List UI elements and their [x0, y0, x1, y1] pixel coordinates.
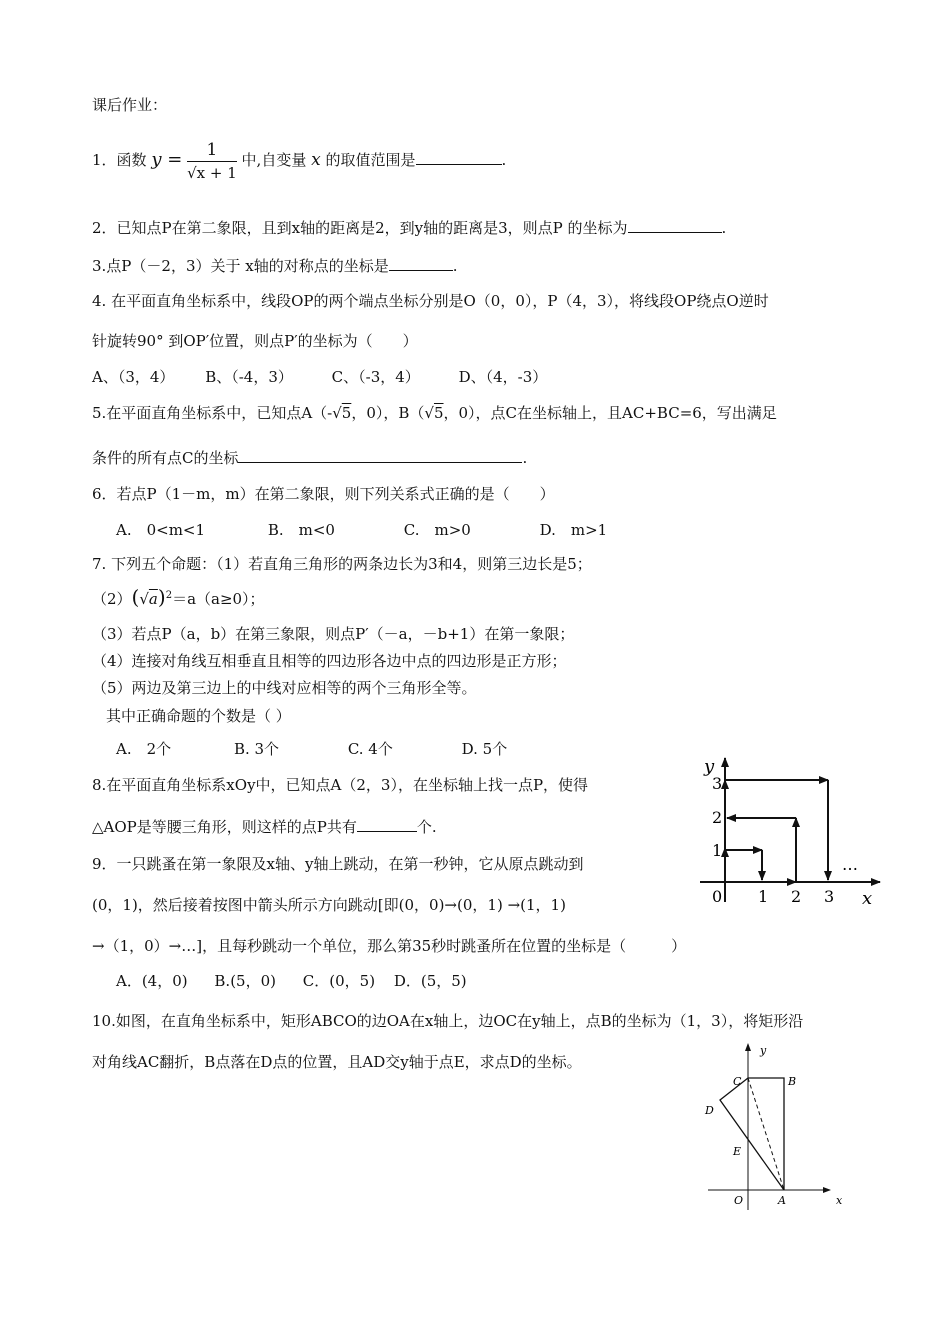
fig9-ytick-1: 1	[712, 841, 723, 860]
question-5-line1	[92, 402, 777, 424]
option-d[interactable]: D. m>1	[539, 521, 608, 539]
option-c[interactable]: C．(0，5)	[302, 972, 376, 990]
q5-end: .	[522, 449, 528, 467]
question-2	[92, 216, 726, 239]
question-9-options	[116, 970, 467, 992]
diagonal-ac	[748, 1078, 784, 1190]
fig10-o-label: O	[734, 1194, 744, 1207]
q1-pre: 1．函数	[92, 151, 147, 169]
fig10-y-label: y	[760, 1044, 767, 1057]
q1-end: .	[501, 151, 507, 169]
sqrt-symbol: √	[139, 590, 149, 608]
option-c[interactable]: C、（-3，4）	[331, 368, 420, 386]
answer-blank[interactable]	[238, 446, 522, 463]
option-a[interactable]: A. 0<m<1	[116, 521, 206, 539]
q2-end: .	[721, 219, 727, 237]
q2-text: 2．已知点P在第二象限，且到x轴的距离是2，到y轴的距离是3，则点P 的坐标为	[92, 219, 628, 237]
option-c[interactable]: C. m>0	[403, 521, 471, 539]
sqrt-symbol: √	[424, 404, 434, 422]
question-9-line3: →（1，0）→…]，且每秒跳动一个单位，那么第35秒时跳蚤所在位置的坐标是（ ）	[92, 937, 687, 955]
paren-open: (	[131, 585, 140, 609]
fig9-ytick-3: 3	[712, 774, 723, 793]
option-b[interactable]: B. m<0	[267, 521, 335, 539]
q1-var: x	[311, 150, 321, 170]
sqrt-symbol: √	[332, 404, 342, 422]
q3-end: .	[452, 257, 458, 275]
option-b[interactable]: B、（-4，3）	[205, 368, 293, 386]
fig9-x-label: x	[862, 888, 873, 909]
question-1	[92, 138, 506, 184]
question-6: 6．若点P（1－m，m）在第二象限，则下列关系式正确的是（ ）	[92, 485, 555, 503]
answer-blank[interactable]	[389, 254, 453, 271]
question-7-line6: 其中正确命题的个数是（ ）	[106, 707, 291, 725]
q5-mid: ，0），B（	[351, 404, 425, 422]
question-7-options	[116, 738, 507, 760]
question-9-line1: 9．一只跳蚤在第一象限及x轴、y轴上跳动，在第一秒钟，它从原点跳动到	[92, 855, 584, 873]
fig9-ellipsis: …	[842, 855, 858, 874]
q1-fn: y =	[151, 149, 183, 170]
question-9-line2: (0，1)，然后接着按图中箭头所示方向跳动[即(0，0)→(0，1) →(1，1)	[92, 896, 566, 914]
option-b[interactable]: B.(5，0)	[214, 972, 276, 990]
question-4-line2: 针旋转90° 到OP′位置，则点P′的坐标为（ ）	[92, 332, 418, 350]
rectangle-fold-figure	[700, 1040, 860, 1215]
option-d[interactable]: D. 5个	[461, 740, 508, 758]
fig9-y-label: y	[704, 756, 715, 777]
option-c[interactable]: C. 4个	[347, 740, 393, 758]
question-4-line1: 4. 在平面直角坐标系中，线段OP的两个端点坐标分别是O（0，0），P（4，3），将线段OP绕点O逆时	[92, 292, 769, 310]
question-7-line1: 7. 下列五个命题：（1）若直角三角形的两条边长为3和4，则第三边长是5；	[92, 555, 592, 573]
paren-close: )	[157, 585, 166, 609]
fig10-d-label: D	[705, 1104, 714, 1117]
folded-triangle	[720, 1078, 784, 1190]
q1-denominator: √x + 1	[187, 163, 237, 182]
option-d[interactable]: D．(5，5)	[393, 972, 467, 990]
fig9-xtick-3: 3	[824, 887, 835, 906]
question-8-line1: 8.在平面直角坐标系xOy中，已知点A（2，3），在坐标轴上找一点P，使得	[92, 776, 589, 794]
q7-line2-post: ＝a（a≥0）；	[172, 590, 265, 608]
question-10-line1: 10.如图，在直角坐标系中，矩形ABCO的边OA在x轴上，边OC在y轴上，点B的坐标为（1，3），将矩形沿	[92, 1012, 804, 1030]
fig10-a-label: A	[778, 1194, 786, 1207]
q8-line2-post: 个.	[416, 818, 437, 836]
option-a[interactable]: A. 2个	[116, 740, 172, 758]
question-7-line5: （5）两边及第三边上的中线对应相等的两个三角形全等。	[92, 679, 477, 697]
q5-pre: 5.在平面直角坐标系中，已知点A（-	[92, 404, 333, 422]
q5-post: ，0），点C在坐标轴上，且AC+BC=6，写出满足	[443, 404, 777, 422]
fig10-b-label: B	[788, 1075, 797, 1088]
option-d[interactable]: D、（4，-3）	[458, 368, 548, 386]
q5-sqrt1: 5	[341, 404, 352, 422]
fig9-xtick-1: 1	[758, 887, 769, 906]
fig9-ytick-2: 2	[712, 808, 723, 827]
q5-line2: 条件的所有点C的坐标	[92, 449, 239, 467]
fig10-c-label: C	[733, 1075, 742, 1088]
q8-line2-pre: △AOP是等腰三角形，则这样的点P共有	[92, 818, 357, 836]
question-4-options	[92, 366, 547, 388]
q1-numerator: 1	[187, 139, 237, 162]
answer-blank[interactable]	[357, 815, 417, 832]
option-a[interactable]: A．(4，0)	[116, 972, 188, 990]
answer-blank[interactable]	[628, 216, 722, 233]
exponent-two: 2	[165, 590, 173, 601]
heading: 课后作业：	[92, 96, 168, 114]
question-6-options	[116, 519, 607, 541]
q1-mid: 中,自变量	[241, 151, 307, 169]
fig9-xtick-2: 2	[791, 887, 802, 906]
question-7-line2	[92, 585, 265, 610]
q7-line2-pre: （2）	[92, 590, 132, 608]
fig9-origin: 0	[712, 887, 723, 906]
flea-path-figure	[690, 752, 890, 912]
option-b[interactable]: B. 3个	[233, 740, 280, 758]
question-5-line2	[92, 446, 527, 469]
question-7-line3: （3）若点P（a，b）在第三象限，则点P′（－a，－b+1）在第一象限；	[92, 625, 575, 643]
q7-radicand: a	[148, 590, 158, 608]
question-8-line2	[92, 815, 437, 838]
question-10-line2: 对角线AC翻折，B点落在D点的位置，且AD交y轴于点E，求点D的坐标。	[92, 1053, 582, 1071]
jump-arrows	[725, 780, 828, 882]
q1-fraction	[187, 139, 237, 184]
question-3	[92, 254, 458, 277]
fig10-x-label: x	[836, 1194, 843, 1207]
answer-blank[interactable]	[416, 148, 502, 165]
question-7-line4: （4）连接对角线互相垂直且相等的四边形各边中点的四边形是正方形；	[92, 652, 567, 670]
option-a[interactable]: A、（3，4）	[92, 368, 175, 386]
q3-text: 3.点P（－2，3）关于 x轴的对称点的坐标是	[92, 257, 389, 275]
q5-sqrt2: 5	[433, 404, 444, 422]
fig10-e-label: E	[733, 1145, 742, 1158]
q1-post: 的取值范围是	[325, 151, 416, 169]
